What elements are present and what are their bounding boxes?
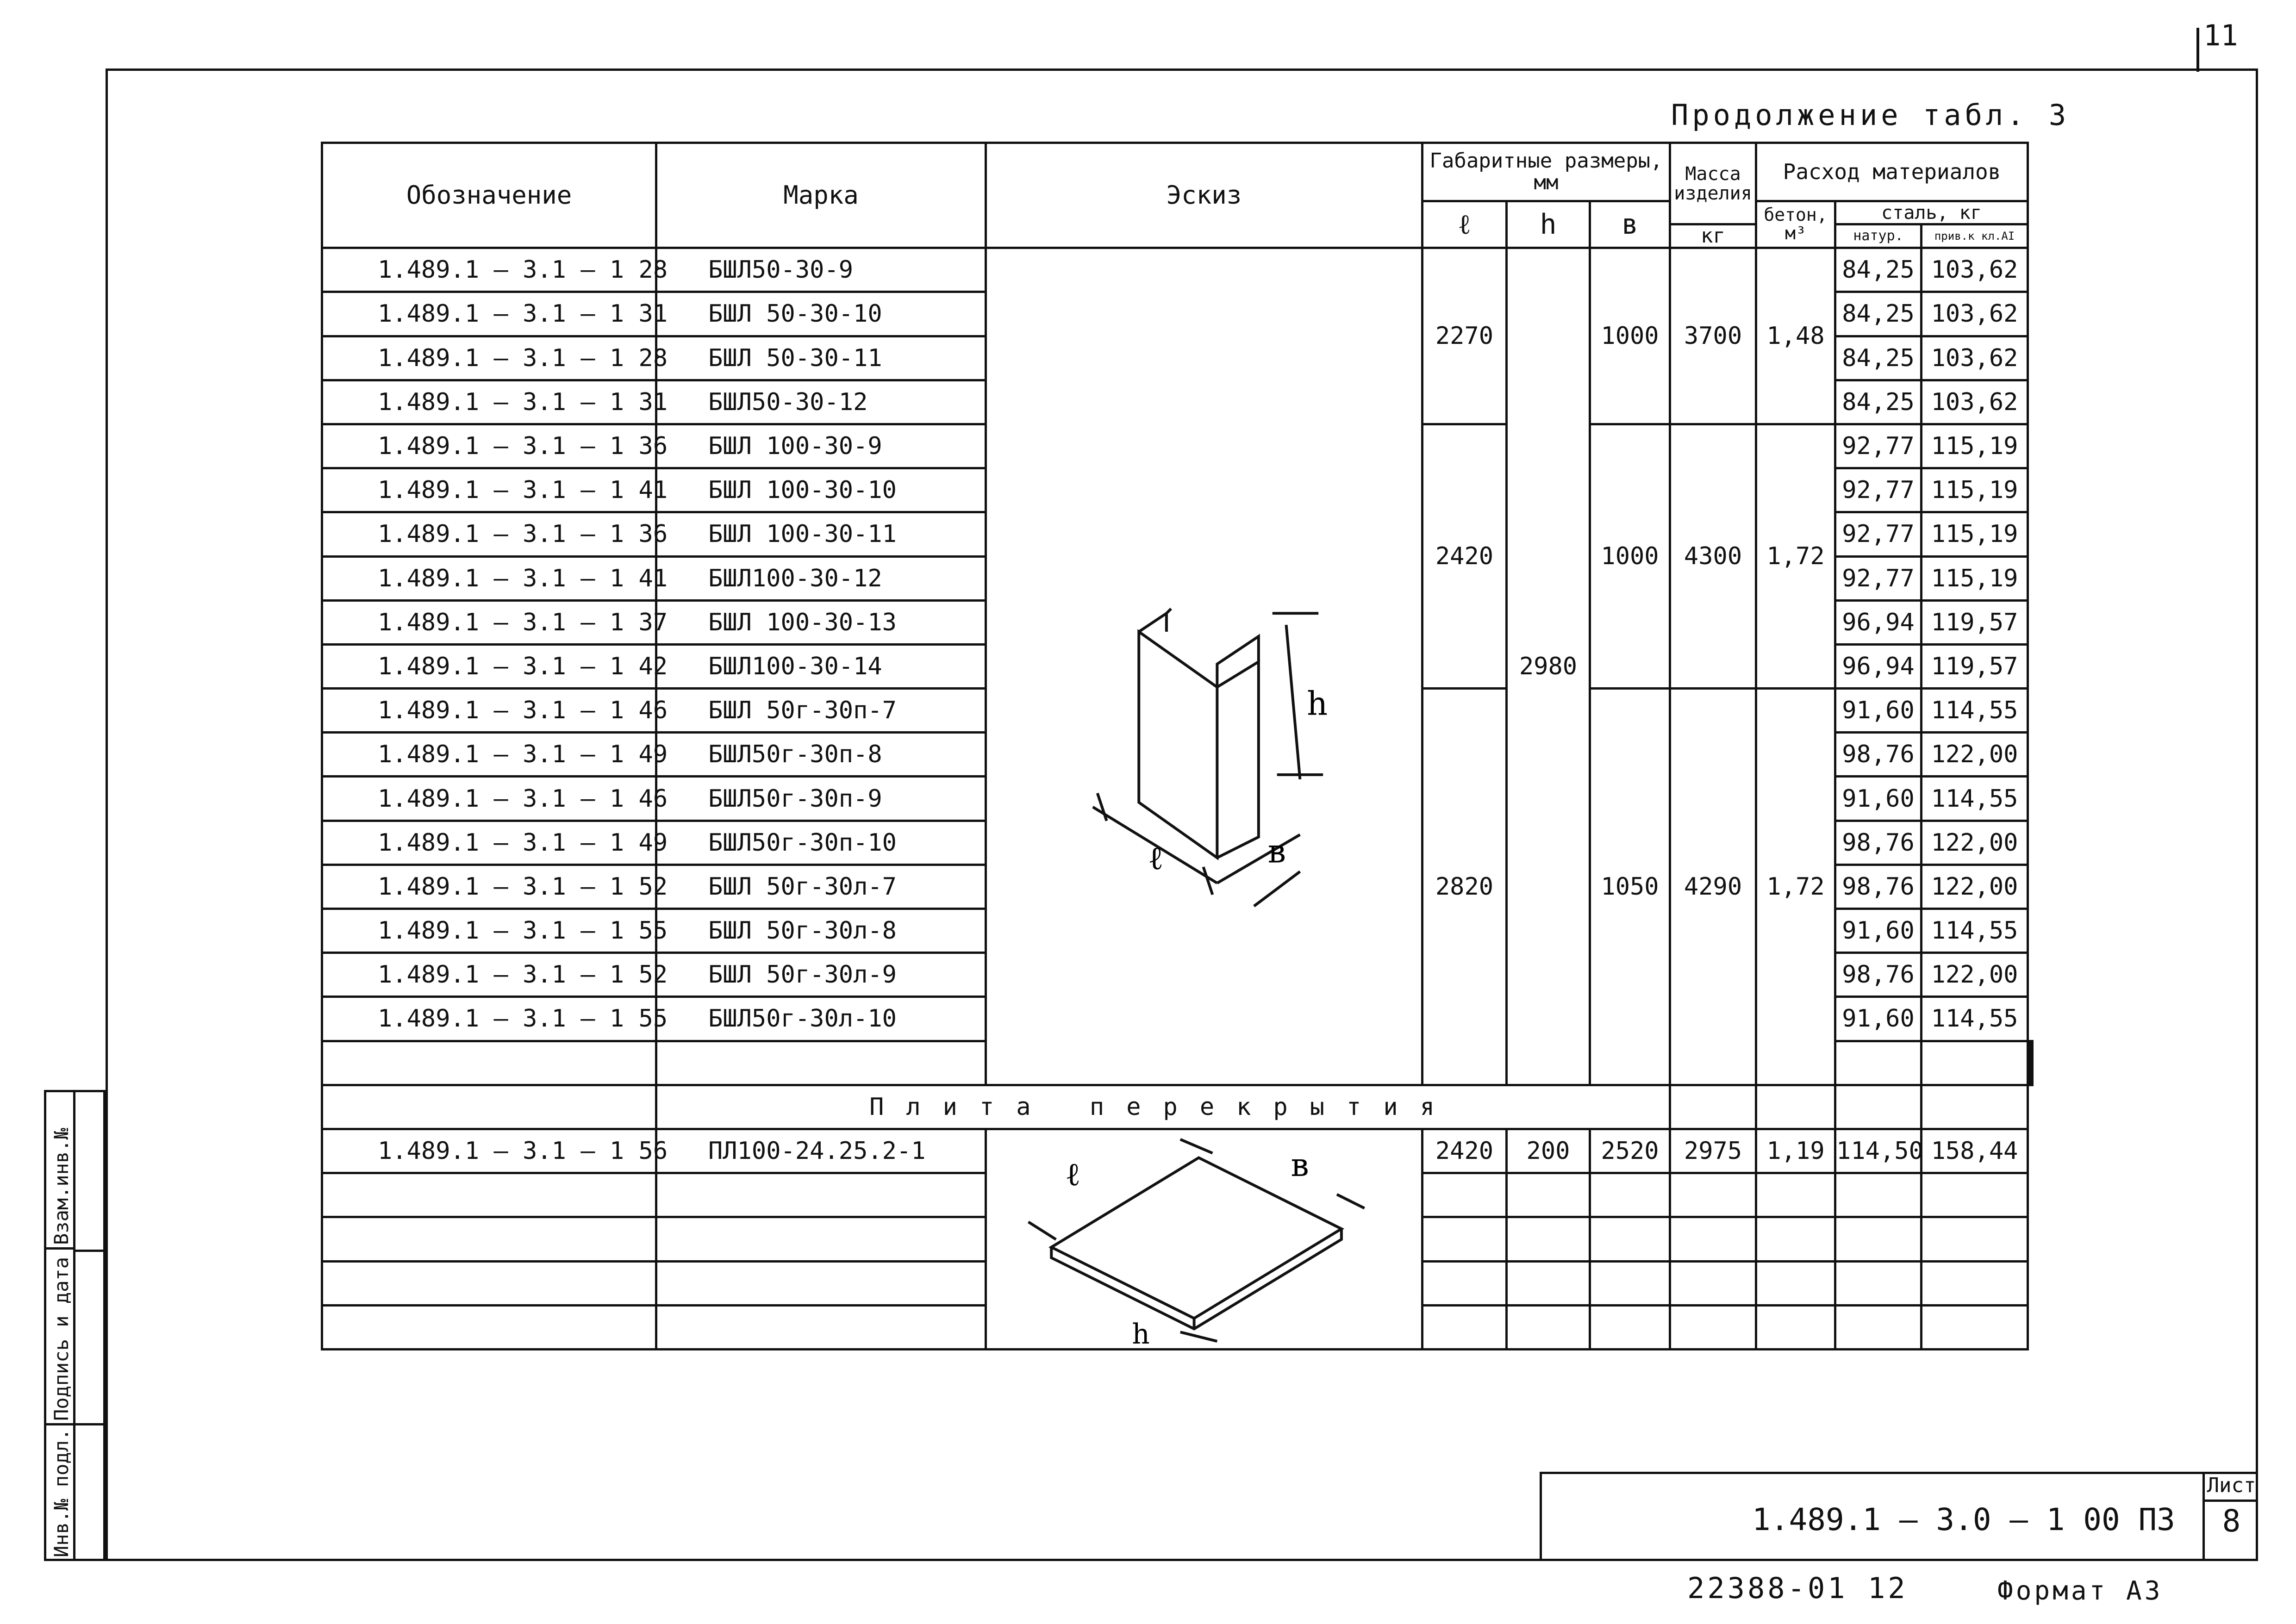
slab-label-h: h xyxy=(1132,1319,1150,1348)
empty-cell xyxy=(1922,1173,2028,1217)
header-mass: Масса изделия xyxy=(1670,143,1756,224)
row-designation: 1.489.1 – 3.1 – 1 55 xyxy=(322,997,656,1041)
row-mark: БШЛ 50г-30л-7 xyxy=(656,865,986,908)
document-code: 1.489.1 – 3.0 – 1 00 ПЗ xyxy=(1752,1502,2175,1537)
empty-cell xyxy=(1922,1085,2028,1129)
empty-cell xyxy=(1423,1217,1507,1261)
row-steel-nat: 96,94 xyxy=(1835,644,1922,688)
row-steel-red: 114,55 xyxy=(1922,909,2028,953)
row-steel-red: 114,55 xyxy=(1922,777,2028,821)
group1-concrete: 1,48 xyxy=(1756,248,1835,424)
row-mark: БШЛ50г-30л-10 xyxy=(656,997,986,1041)
empty-cell xyxy=(1590,1261,1670,1305)
slab-b: 2520 xyxy=(1590,1129,1670,1173)
row-designation: 1.489.1 – 3.1 – 1 28 xyxy=(322,336,656,380)
sidebar-label-column xyxy=(46,1092,75,1559)
empty-cell xyxy=(1590,1305,1670,1349)
slab-mark: ПЛ100-24.25.2-1 xyxy=(656,1129,986,1173)
empty-cell xyxy=(1835,1217,1922,1261)
sketch-slab xyxy=(986,1129,1423,1349)
spec-table xyxy=(321,142,2034,1350)
header-steel-nat: натур. xyxy=(1835,224,1922,248)
sidebar-divider xyxy=(75,1250,106,1252)
slab-label-l: ℓ xyxy=(1065,1156,1081,1193)
row-steel-red: 115,19 xyxy=(1922,468,2028,512)
paper-format: Формат А3 xyxy=(1997,1576,2163,1606)
row-designation: 1.489.1 – 3.1 – 1 41 xyxy=(322,556,656,600)
approval-sidebar xyxy=(44,1090,106,1561)
group2-mass: 4300 xyxy=(1670,424,1756,688)
continuation-title: Продолжение табл. 3 xyxy=(1671,98,2070,132)
sidebar-sign-date: Подпись и дата xyxy=(50,1257,73,1421)
row-mark: БШЛ50-30-12 xyxy=(656,380,986,424)
header-mark: Марка xyxy=(656,143,986,248)
empty-cell xyxy=(656,1041,986,1085)
row-mark: БШЛ50г-30п-9 xyxy=(656,777,986,821)
row-steel-red: 103,62 xyxy=(1922,380,2028,424)
empty-cell xyxy=(1590,1217,1670,1261)
header-dim-b: в xyxy=(1590,201,1670,248)
archive-number: 22388-01 12 xyxy=(1687,1571,1908,1605)
row-mark: БШЛ 50г-30л-9 xyxy=(656,953,986,997)
empty-cell xyxy=(322,1217,656,1261)
empty-cell xyxy=(1507,1261,1590,1305)
empty-cell xyxy=(1756,1085,1835,1129)
row-steel-nat: 98,76 xyxy=(1835,865,1922,908)
header-concrete: бетон, м³ xyxy=(1756,201,1835,248)
row-designation: 1.489.1 – 3.1 – 1 49 xyxy=(322,733,656,777)
row-steel-nat: 92,77 xyxy=(1835,424,1922,468)
sidebar-divider xyxy=(75,1423,106,1425)
common-h: 2980 xyxy=(1507,248,1590,1085)
row-designation: 1.489.1 – 3.1 – 1 31 xyxy=(322,292,656,336)
header-mass-unit: кг xyxy=(1670,224,1756,248)
empty-cell xyxy=(1756,1305,1835,1349)
row-steel-red: 122,00 xyxy=(1922,733,2028,777)
sheet-value: 8 xyxy=(2222,1503,2241,1539)
group3-l: 2820 xyxy=(1423,689,1507,1085)
row-designation: 1.489.1 – 3.1 – 1 28 xyxy=(322,248,656,292)
empty-cell xyxy=(656,1305,986,1349)
empty-cell xyxy=(322,1041,656,1085)
empty-cell xyxy=(1922,1041,2028,1085)
empty-cell xyxy=(656,1173,986,1217)
wall-element-sketch xyxy=(987,249,1421,1084)
row-steel-red: 119,57 xyxy=(1922,644,2028,688)
row-mark: БШЛ100-30-12 xyxy=(656,556,986,600)
empty-cell xyxy=(656,1261,986,1305)
slab-steel-nat: 114,50 xyxy=(1835,1129,1922,1173)
row-steel-nat: 84,25 xyxy=(1835,248,1922,292)
row-mark: БШЛ 50г-30л-8 xyxy=(656,909,986,953)
empty-cell xyxy=(1922,1305,2028,1349)
group2-concrete: 1,72 xyxy=(1756,424,1835,688)
row-steel-nat: 84,25 xyxy=(1835,336,1922,380)
row-designation: 1.489.1 – 3.1 – 1 42 xyxy=(322,644,656,688)
row-steel-nat: 84,25 xyxy=(1835,292,1922,336)
row-steel-nat: 98,76 xyxy=(1835,953,1922,997)
page-number-top: 11 xyxy=(2203,19,2238,52)
header-steel: сталь, кг xyxy=(1835,201,2028,224)
row-steel-nat: 98,76 xyxy=(1835,733,1922,777)
empty-cell xyxy=(1670,1261,1756,1305)
row-steel-red: 115,19 xyxy=(1922,424,2028,468)
empty-cell xyxy=(1590,1173,1670,1217)
sheet-label: Лист xyxy=(2205,1472,2258,1502)
empty-cell xyxy=(322,1085,656,1129)
header-dim-l: ℓ xyxy=(1423,201,1507,248)
group3-mass: 4290 xyxy=(1670,689,1756,1085)
sheet-number-box xyxy=(2202,1472,2258,1561)
slab-l: 2420 xyxy=(1423,1129,1507,1173)
empty-cell xyxy=(2031,1041,2032,1085)
row-steel-red: 122,00 xyxy=(1922,953,2028,997)
empty-cell xyxy=(656,1217,986,1261)
row-steel-nat: 92,77 xyxy=(1835,556,1922,600)
row-steel-red: 119,57 xyxy=(1922,600,2028,644)
empty-cell xyxy=(1756,1217,1835,1261)
row-steel-nat: 92,77 xyxy=(1835,468,1922,512)
row-steel-nat: 91,60 xyxy=(1835,909,1922,953)
empty-cell xyxy=(322,1305,656,1349)
row-mark: БШЛ 50-30-10 xyxy=(656,292,986,336)
row-designation: 1.489.1 – 3.1 – 1 37 xyxy=(322,600,656,644)
row-designation: 1.489.1 – 3.1 – 1 46 xyxy=(322,777,656,821)
row-steel-red: 122,00 xyxy=(1922,821,2028,865)
row-steel-red: 115,19 xyxy=(1922,556,2028,600)
row-designation: 1.489.1 – 3.1 – 1 52 xyxy=(322,865,656,908)
empty-cell xyxy=(1507,1305,1590,1349)
row-steel-nat: 84,25 xyxy=(1835,380,1922,424)
row-steel-red: 103,62 xyxy=(1922,292,2028,336)
header-designation: Обозначение xyxy=(322,143,656,248)
slab-sketch xyxy=(987,1130,1421,1348)
row-steel-red: 122,00 xyxy=(1922,865,2028,908)
row-steel-nat: 92,77 xyxy=(1835,512,1922,556)
empty-cell xyxy=(1507,1173,1590,1217)
row-mark: БШЛ 100-30-10 xyxy=(656,468,986,512)
group2-b: 1000 xyxy=(1590,424,1670,688)
empty-cell xyxy=(1835,1085,1922,1129)
sidebar-cell-sign-date xyxy=(46,1250,73,1425)
row-designation: 1.489.1 – 3.1 – 1 36 xyxy=(322,512,656,556)
empty-cell xyxy=(1423,1173,1507,1217)
row-mark: БШЛ50-30-9 xyxy=(656,248,986,292)
row-steel-nat: 91,60 xyxy=(1835,777,1922,821)
empty-cell xyxy=(322,1173,656,1217)
slab-designation: 1.489.1 – 3.1 – 1 56 xyxy=(322,1129,656,1173)
empty-cell xyxy=(1756,1173,1835,1217)
empty-cell xyxy=(1835,1041,1922,1085)
row-mark: БШЛ 50г-30п-7 xyxy=(656,689,986,733)
header-materials: Расход материалов xyxy=(1756,143,2028,201)
empty-cell xyxy=(1670,1173,1756,1217)
empty-cell xyxy=(1423,1305,1507,1349)
row-steel-nat: 91,60 xyxy=(1835,997,1922,1041)
group1-mass: 3700 xyxy=(1670,248,1756,424)
slab-steel-red: 158,44 xyxy=(1922,1129,2028,1173)
empty-cell xyxy=(322,1261,656,1305)
empty-cell xyxy=(1670,1085,1756,1129)
empty-cell xyxy=(1507,1217,1590,1261)
empty-cell xyxy=(1670,1217,1756,1261)
sketch-label-b: в xyxy=(1267,833,1286,871)
group1-b: 1000 xyxy=(1590,248,1670,424)
row-steel-red: 103,62 xyxy=(1922,248,2028,292)
row-steel-red: 114,55 xyxy=(1922,689,2028,733)
empty-cell xyxy=(1922,1261,2028,1305)
row-mark: БШЛ50г-30п-8 xyxy=(656,733,986,777)
slab-label-b: в xyxy=(1291,1146,1309,1184)
sketch-label-l: ℓ xyxy=(1148,840,1164,877)
row-mark: БШЛ 100-30-11 xyxy=(656,512,986,556)
sketch-wall-element xyxy=(986,248,1423,1085)
row-mark: БШЛ 50-30-11 xyxy=(656,336,986,380)
row-designation: 1.489.1 – 3.1 – 1 36 xyxy=(322,424,656,468)
row-mark: БШЛ100-30-14 xyxy=(656,644,986,688)
row-designation: 1.489.1 – 3.1 – 1 49 xyxy=(322,821,656,865)
row-designation: 1.489.1 – 3.1 – 1 31 xyxy=(322,380,656,424)
header-dim-h: h xyxy=(1507,201,1590,248)
group2-l: 2420 xyxy=(1423,424,1507,688)
empty-cell xyxy=(1922,1217,2028,1261)
row-designation: 1.489.1 – 3.1 – 1 55 xyxy=(322,909,656,953)
header-sketch: Эскиз xyxy=(986,143,1423,248)
sidebar-inv-orig: Инв.№ подл. xyxy=(50,1428,73,1557)
top-edge-mark xyxy=(2196,28,2199,72)
header-steel-red: прив.к кл.АI xyxy=(1922,224,2028,248)
header-dims: Габаритные размеры, мм xyxy=(1423,143,1670,201)
row-designation: 1.489.1 – 3.1 – 1 52 xyxy=(322,953,656,997)
row-steel-red: 114,55 xyxy=(1922,997,2028,1041)
row-steel-nat: 96,94 xyxy=(1835,600,1922,644)
empty-cell xyxy=(1756,1261,1835,1305)
slab-section-title: Плита перекрытия xyxy=(656,1085,1670,1129)
row-designation: 1.489.1 – 3.1 – 1 46 xyxy=(322,689,656,733)
empty-cell xyxy=(1670,1305,1756,1349)
row-designation: 1.489.1 – 3.1 – 1 41 xyxy=(322,468,656,512)
row-steel-nat: 91,60 xyxy=(1835,689,1922,733)
slab-concrete: 1,19 xyxy=(1756,1129,1835,1173)
sketch-label-h: h xyxy=(1307,685,1328,723)
empty-cell xyxy=(1835,1305,1922,1349)
row-steel-nat: 98,76 xyxy=(1835,821,1922,865)
empty-cell xyxy=(1835,1173,1922,1217)
group1-l: 2270 xyxy=(1423,248,1507,424)
slab-h: 200 xyxy=(1507,1129,1590,1173)
group3-concrete: 1,72 xyxy=(1756,689,1835,1085)
slab-mass: 2975 xyxy=(1670,1129,1756,1173)
empty-cell xyxy=(1835,1261,1922,1305)
empty-cell xyxy=(1423,1261,1507,1305)
group3-b: 1050 xyxy=(1590,689,1670,1085)
row-steel-red: 115,19 xyxy=(1922,512,2028,556)
row-mark: БШЛ 100-30-13 xyxy=(656,600,986,644)
row-mark: БШЛ 100-30-9 xyxy=(656,424,986,468)
sidebar-cell-inv-orig xyxy=(46,1425,73,1561)
row-steel-red: 103,62 xyxy=(1922,336,2028,380)
row-mark: БШЛ50г-30п-10 xyxy=(656,821,986,865)
sidebar-inv-repl: Взам.инв.№ xyxy=(50,1128,73,1245)
sidebar-cell-inv-repl xyxy=(46,1092,73,1250)
